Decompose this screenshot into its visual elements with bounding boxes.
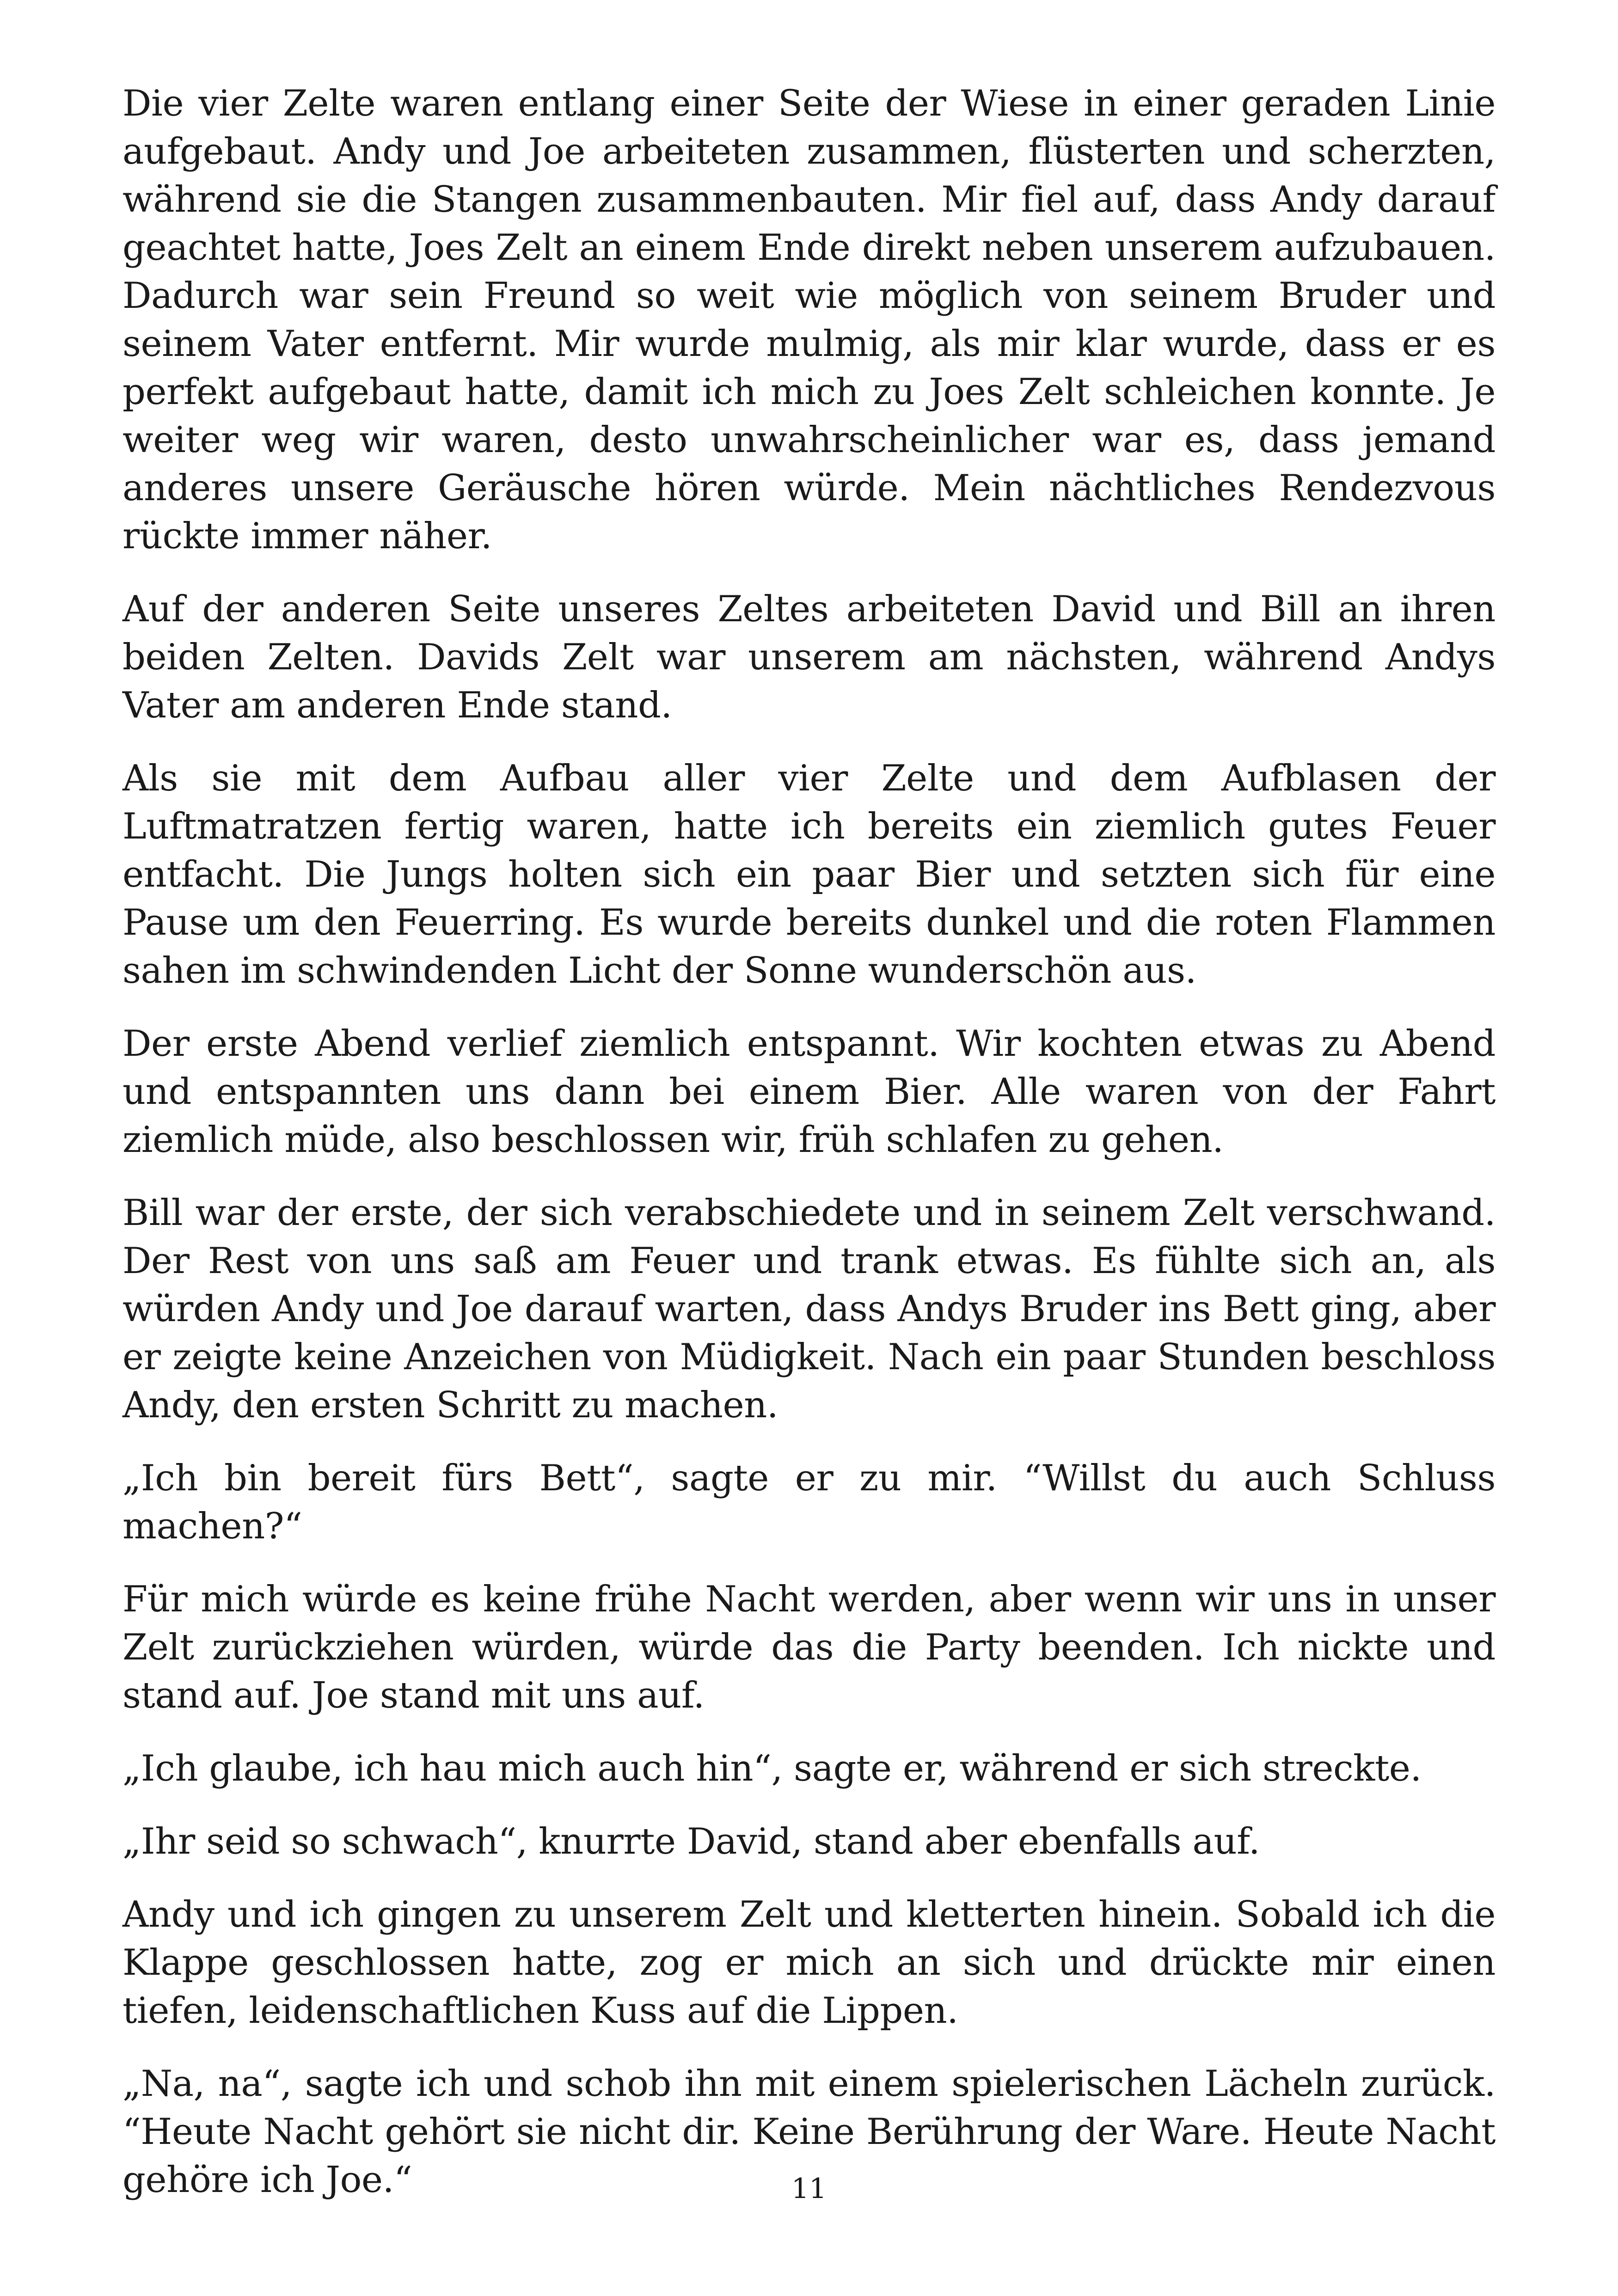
paragraph-11: „Na, na“, sagte ich und schob ihn mit einem spielerischen Lächeln zurück. “Heute Nacht gehört sie nicht dir. Keine Berührung der Ware. Heute Nacht gehöre ich Joe.“ [123, 2063, 1495, 2201]
paragraph-3: Als sie mit dem Aufbau aller vier Zelte und dem Aufblasen der Luftmatratzen fertig waren, hatte ich bereits ein ziemlich gutes Feuer entfacht. Die Jungs holten sich ein paar Bier und setzten sich für eine Pause um den Feuerring. Es wurde bereits dunkel und die roten Flammen sahen im schwindenden Licht der Sonne wunderschön aus. [123, 758, 1495, 992]
paragraph-5: Bill war der erste, der sich verabschiedete und in seinem Zelt verschwand. Der Rest von uns saß am Feuer und trank etwas. Es fühlte sich an, als würden Andy und Joe darauf warten, dass Andys Bruder ins Bett ging, aber er zeigte keine Anzeichen von Müdigkeit. Nach ein paar Stunden beschloss Andy, den ersten Schritt zu machen. [123, 1192, 1495, 1426]
text-body [123, 80, 1495, 2229]
paragraph-2: Auf der anderen Seite unseres Zeltes arbeiteten David und Bill an ihren beiden Zelten. Davids Zelt war unserem am nächsten, während Andys Vater am anderen Ende stand. [123, 588, 1495, 726]
paragraph-4: Der erste Abend verlief ziemlich entspannt. Wir kochten etwas zu Abend und entspannten uns dann bei einem Bier. Alle waren von der Fahrt ziemlich müde, also beschlossen wir, früh schlafen zu gehen. [123, 1023, 1495, 1161]
paragraph-8: „Ich glaube, ich hau mich auch hin“, sagte er, während er sich streckte. [123, 1748, 1422, 1789]
page-number: 11 [791, 2173, 827, 2205]
paragraph-7: Für mich würde es keine frühe Nacht werden, aber wenn wir uns in unser Zelt zurückziehen würden, würde das die Party beenden. Ich nickte und stand auf. Joe stand mit uns auf. [123, 1579, 1495, 1716]
paragraph-10: Andy und ich gingen zu unserem Zelt und kletterten hinein. Sobald ich die Klappe geschlossen hatte, zog er mich an sich und drückte mir einen tiefen, leidenschaftlichen Kuss auf die Lippen. [123, 1894, 1495, 2032]
paragraph-6: „Ich bin bereit fürs Bett“, sagte er zu mir. “Willst du auch Schluss machen?“ [123, 1457, 1495, 1547]
paragraph-1: Die vier Zelte waren entlang einer Seite der Wiese in einer geraden Linie aufgebaut. Andy und Joe arbeiteten zusammen, flüsterten und scherzten, während sie die Stangen zusammenbauten. Mir fiel auf, dass Andy darauf geachtet hatte, Joes Zelt an einem Ende direkt neben unserem aufzubauen. Dadurch war sein Freund so weit wie möglich von seinem Bruder und seinem Vater entfernt. Mir wurde mulmig, als mir klar wurde, dass er es perfekt aufgebaut hatte, damit ich mich zu Joes Zelt schleichen konnte. Je weiter weg wir waren, desto unwahrscheinlicher war es, dass jemand anderes unsere Geräusche hören würde. Mein nächtliches Rendezvous rückte immer näher. [123, 83, 1495, 557]
paragraph-9: „Ihr seid so schwach“, knurrte David, stand aber ebenfalls auf. [123, 1821, 1260, 1862]
